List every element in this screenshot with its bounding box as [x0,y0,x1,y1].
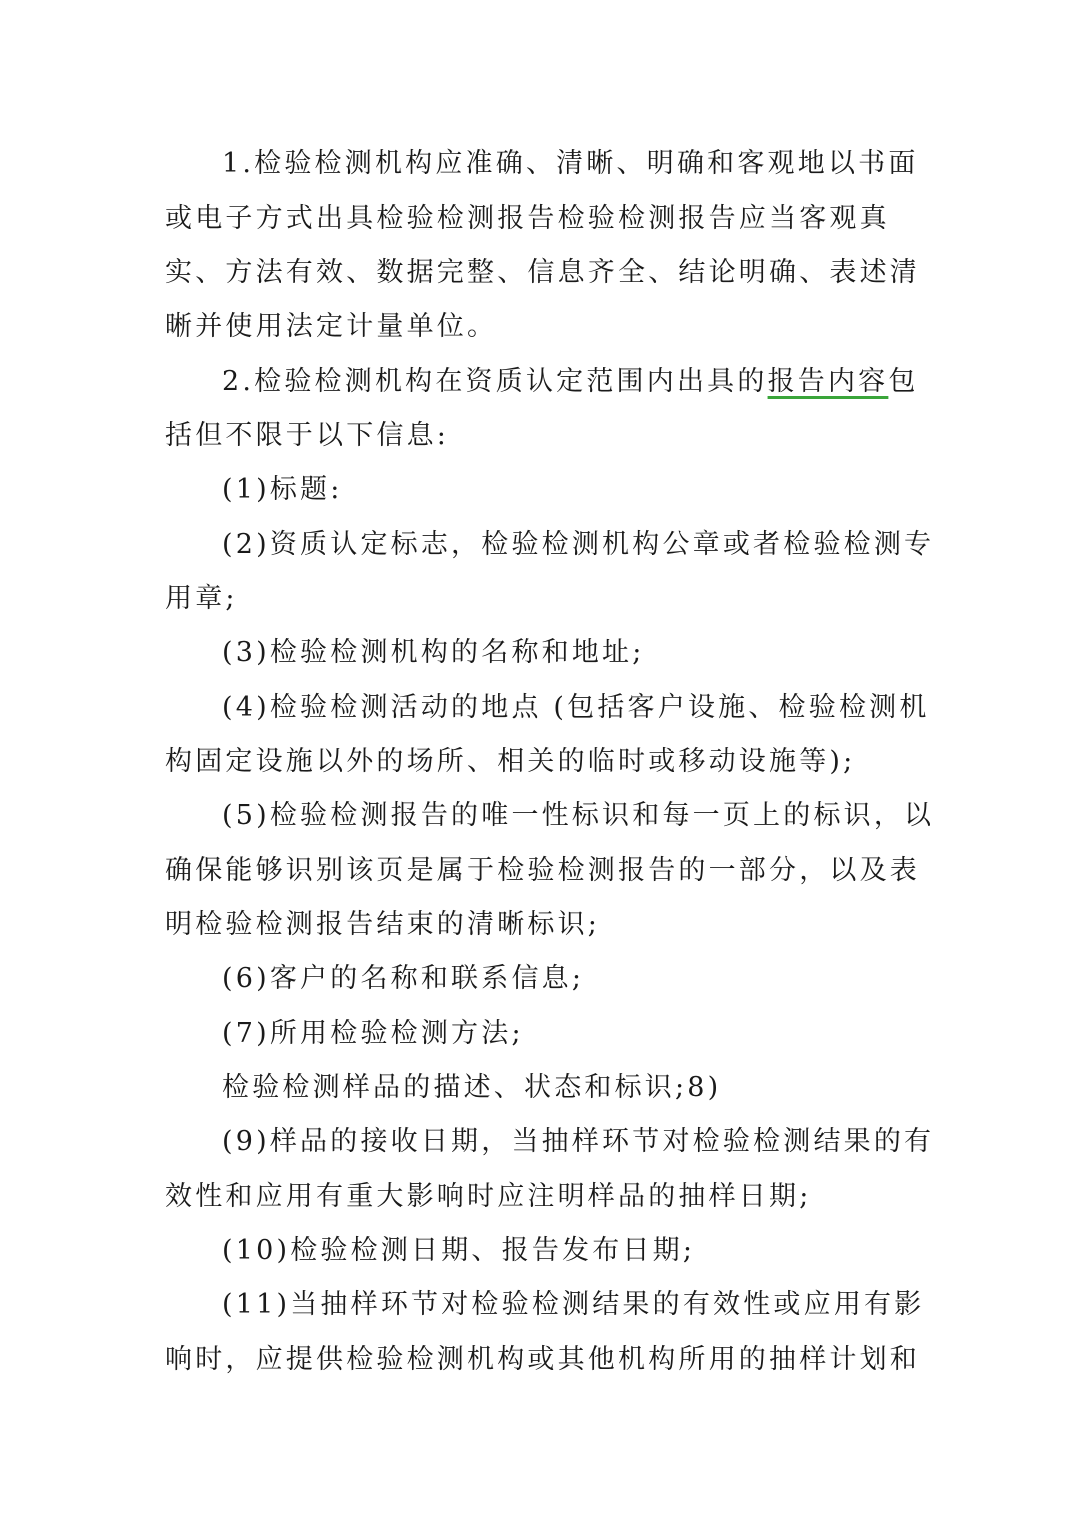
paragraph-2-line-1 [222,362,922,402]
item-9-line-1: (9)样品的接收日期，当抽样环节对检验检测结果的有 [222,1126,935,1157]
item-3: (3)检验检测机构的名称和地址; [222,637,645,668]
item-8: 检验检测样品的描述、状态和标识;8) [222,1072,722,1103]
item-1: (1)标题: [222,474,343,505]
item-6: (6)客户的名称和联系信息; [222,963,585,994]
paragraph-2-line-2: 括但不限于以下信息: [165,420,450,451]
report-content-underlined-term: 报告内容 [767,366,889,397]
paragraph-1-line-1: 1.检验检测机构应准确、清晰、明确和客观地以书面 [222,148,919,179]
item-11-line-2: 响时，应提供检验检测机构或其他机构所用的抽样计划和 [165,1344,920,1375]
item-5-line-1: (5)检验检测报告的唯一性标识和每一页上的标识，以 [222,800,935,831]
item-4-line-1: (4)检验检测活动的地点 (包括客户设施、检验检测机 [222,692,930,723]
paragraph-1-line-3: 实、方法有效、数据完整、信息齐全、结论明确、表述清 [165,257,920,288]
paragraph-1-line-2: 或电子方式出具检验检测报告检验检测报告应当客观真 [165,203,890,234]
item-9-line-2: 效性和应用有重大影响时应注明样品的抽样日期; [165,1181,812,1212]
paragraph-1-line-4: 晰并使用法定计量单位。 [165,311,498,342]
paragraph-2-text-end: 包 [888,366,919,397]
item-10: (10)检验检测日期、报告发布日期; [222,1235,696,1266]
item-7: (7)所用检验检测方法; [222,1018,524,1049]
item-11-line-1: (11)当抽样环节对检验检测结果的有效性或应用有影 [222,1289,925,1320]
paragraph-2-text-start: 2.检验检测机构在资质认定范围内出具的 [222,366,768,397]
item-4-line-2: 构固定设施以外的场所、相关的临时或移动设施等); [165,746,856,777]
item-2-line-1: (2)资质认定标志，检验检测机构公章或者检验检测专 [222,529,935,560]
item-2-line-2: 用章; [165,583,238,614]
item-5-line-3: 明检验检测报告结束的清晰标识; [165,909,601,940]
item-5-line-2: 确保能够识别该页是属于检验检测报告的一部分，以及表 [165,855,920,886]
